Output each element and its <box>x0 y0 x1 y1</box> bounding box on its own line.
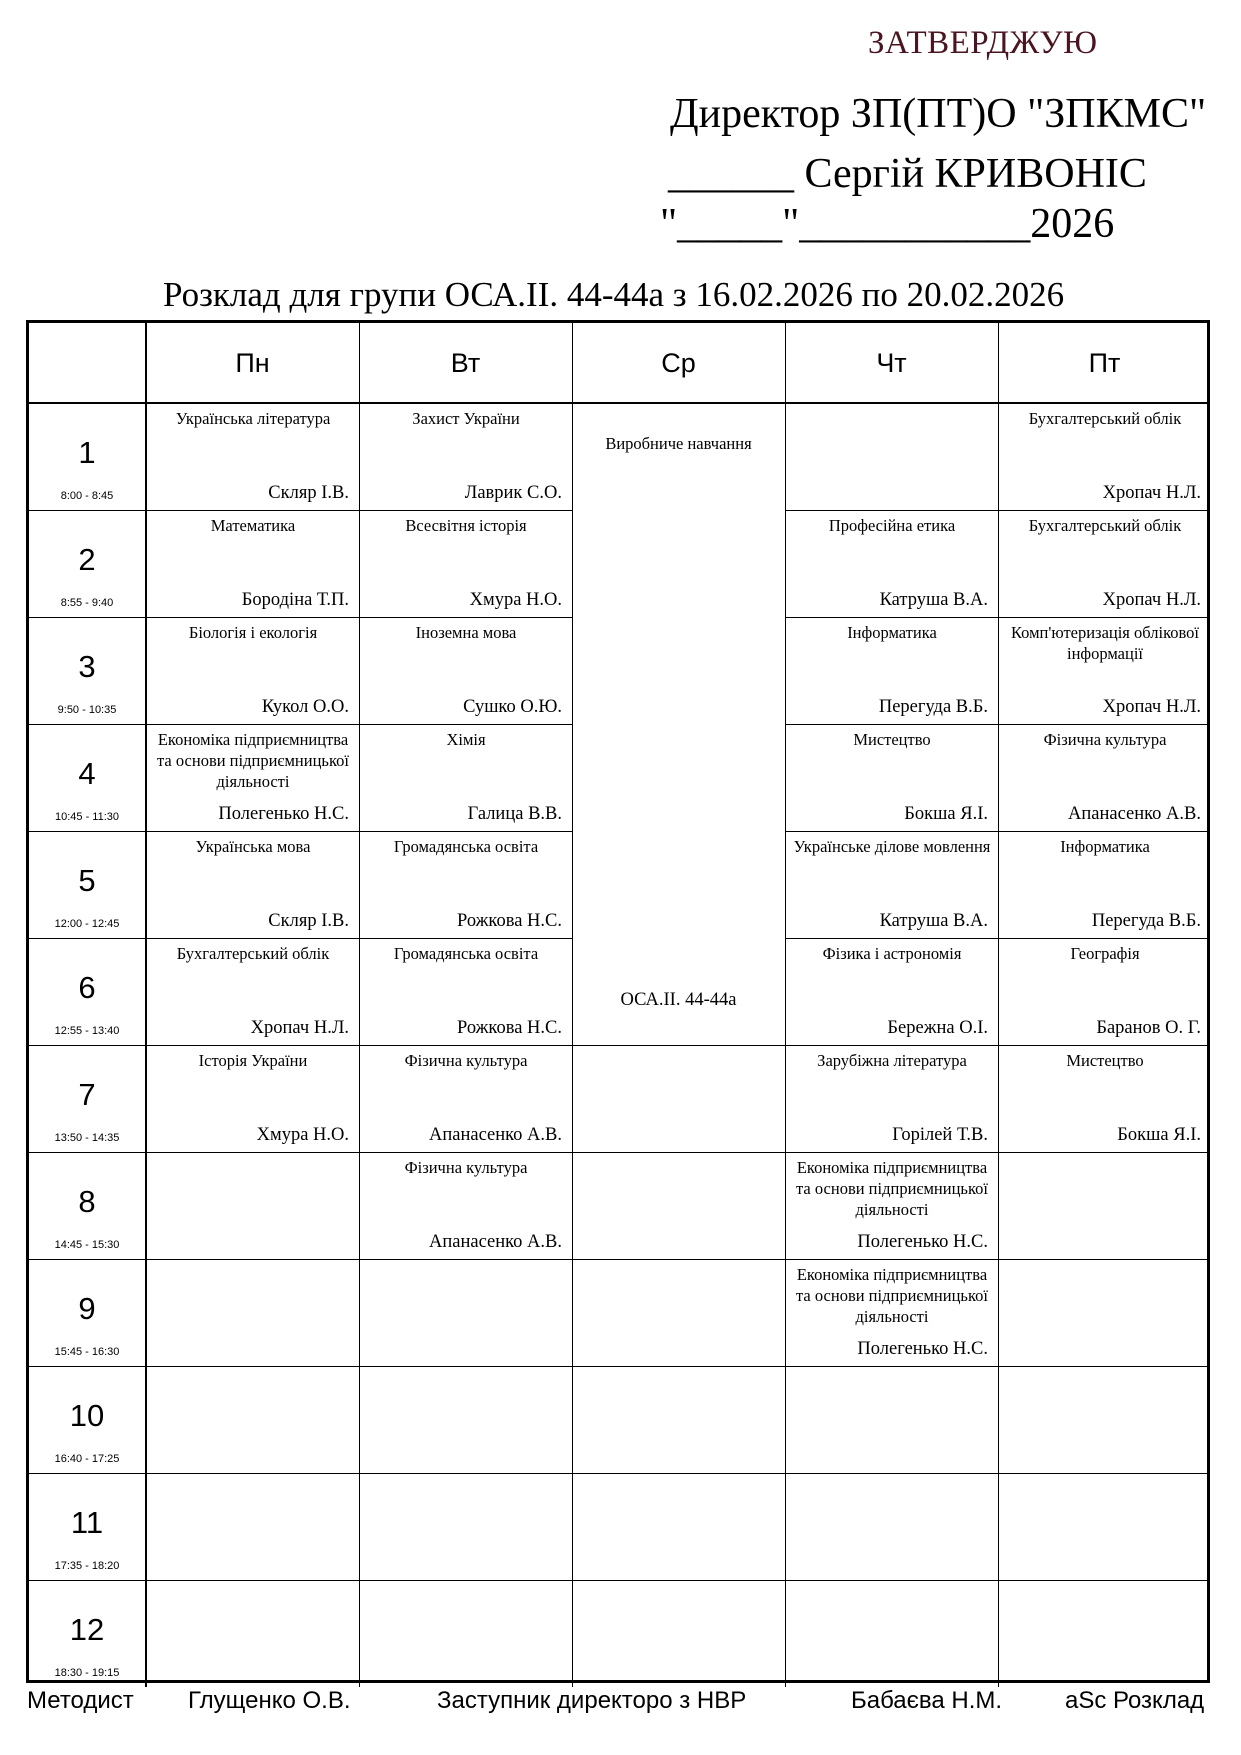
day-header: Чт <box>876 347 907 378</box>
lesson-teacher: Баранов О. Г. <box>1096 1018 1201 1038</box>
lesson-subject: Бухгалтерський облік <box>1028 516 1182 535</box>
day-header: Ср <box>661 347 696 378</box>
period-time: 17:35 - 18:20 <box>54 1560 120 1572</box>
period-number: 5 <box>78 863 96 898</box>
lesson-subject: Бухгалтерський облік <box>176 944 330 963</box>
lesson-teacher: Лаврик С.О. <box>464 483 562 503</box>
lesson-cell <box>360 1153 572 1259</box>
day-header: Пн <box>235 347 270 378</box>
period-time: 8:55 - 9:40 <box>60 597 114 609</box>
footer-methodist-name: Глущенко О.В. <box>188 1687 351 1714</box>
lesson-cell <box>786 511 998 617</box>
lesson-subject: Мистецтво <box>853 730 931 749</box>
lesson-subject: Географія <box>1070 944 1140 963</box>
approval-signature: ______ Сергій КРИВОНІС <box>668 151 1147 197</box>
lesson-teacher: Полегенько Н.С. <box>218 804 349 824</box>
lesson-cell <box>999 618 1211 724</box>
lesson-teacher: Полегенько Н.С. <box>857 1232 988 1252</box>
lesson-subject: Всесвітня історія <box>405 516 527 535</box>
lesson-subject: Українська мова <box>195 837 311 856</box>
lesson-subject: Економіка підприємництва та основи підприємницької діяльності <box>157 730 349 791</box>
row-divider <box>29 1580 1207 1581</box>
period-number: 11 <box>70 1505 104 1540</box>
schedule-table <box>26 320 1210 1683</box>
lesson-cell <box>360 1046 572 1152</box>
approval-director: Директор ЗП(ПТ)О "ЗПКМС" <box>670 91 1207 137</box>
lesson-cell <box>786 939 998 1045</box>
lesson-teacher: Перегуда В.Б. <box>878 697 988 717</box>
period-number: 10 <box>69 1398 105 1433</box>
lesson-cell <box>999 404 1211 510</box>
lesson-teacher: Хропач Н.Л. <box>1102 590 1201 610</box>
lesson-subject: Громадянська освіта <box>393 837 539 856</box>
lesson-cell <box>786 618 998 724</box>
footer-deputy-name: Бабаєва Н.М. <box>851 1687 1003 1714</box>
approval-title: ЗАТВЕРДЖУЮ <box>868 25 1098 61</box>
lesson-teacher: Кукол О.О. <box>261 697 349 717</box>
lesson-subject: Фізична культура <box>1043 730 1167 749</box>
lesson-subject: Комп'ютеризація облікової інформації <box>1010 623 1200 663</box>
lesson-teacher: Перегуда В.Б. <box>1091 911 1201 931</box>
period-time: 18:30 - 19:15 <box>54 1667 120 1679</box>
period-time: 13:50 - 14:35 <box>54 1132 120 1144</box>
merged-cell <box>573 404 785 1045</box>
lesson-teacher: Полегенько Н.С. <box>857 1339 988 1359</box>
lesson-teacher: Катруша В.А. <box>879 590 988 610</box>
lesson-cell <box>147 832 359 938</box>
period-time: 12:00 - 12:45 <box>54 918 120 930</box>
lesson-cell <box>786 1046 998 1152</box>
period-time: 16:40 - 17:25 <box>54 1453 120 1465</box>
footer-deputy-label: Заступник директоро з НВР <box>437 1687 747 1714</box>
lesson-cell <box>360 618 572 724</box>
period-number: 7 <box>78 1077 96 1112</box>
lesson-subject: Зарубіжна література <box>817 1051 967 1070</box>
period-number: 4 <box>78 756 96 791</box>
lesson-subject: Професійна етика <box>828 516 956 535</box>
lesson-cell <box>147 939 359 1045</box>
lesson-cell <box>999 511 1211 617</box>
lesson-teacher: Хропач Н.Л. <box>1102 697 1201 717</box>
lesson-subject: Економіка підприємництва та основи підприємницької діяльності <box>796 1158 988 1219</box>
lesson-cell <box>999 832 1211 938</box>
lesson-teacher: Хмура Н.О. <box>256 1125 349 1145</box>
day-header: Вт <box>450 347 481 378</box>
lesson-cell <box>999 939 1211 1045</box>
period-time: 9:50 - 10:35 <box>57 704 117 716</box>
lesson-cell <box>999 725 1211 831</box>
lesson-cell <box>360 404 572 510</box>
period-number: 3 <box>78 649 96 684</box>
lesson-cell <box>360 725 572 831</box>
lesson-subject: Інформатика <box>1060 837 1150 856</box>
lesson-teacher: Горілей Т.В. <box>892 1125 988 1145</box>
row-divider <box>29 1152 1207 1153</box>
lesson-teacher: Бережна О.І. <box>887 1018 988 1038</box>
lesson-cell <box>786 725 998 831</box>
lesson-subject: Фізична культура <box>404 1051 528 1070</box>
lesson-subject: Бухгалтерський облік <box>1028 409 1182 428</box>
period-time: 8:00 - 8:45 <box>60 490 114 502</box>
lesson-cell <box>786 1153 998 1259</box>
period-time: 14:45 - 15:30 <box>54 1239 120 1251</box>
lesson-subject: Захист України <box>412 409 520 428</box>
lesson-cell <box>360 511 572 617</box>
lesson-subject: Громадянська освіта <box>393 944 539 963</box>
lesson-cell <box>360 939 572 1045</box>
lesson-teacher: Скляр І.В. <box>268 911 349 931</box>
lesson-cell <box>999 1046 1211 1152</box>
period-number: 12 <box>69 1612 105 1647</box>
period-number: 8 <box>78 1184 96 1219</box>
merged-group: ОСА.ІІ. 44-44а <box>620 990 737 1010</box>
lesson-cell <box>786 1260 998 1366</box>
lesson-subject: Математика <box>210 516 296 535</box>
lesson-teacher: Хропач Н.Л. <box>1102 483 1201 503</box>
period-number: 9 <box>78 1291 96 1326</box>
lesson-cell <box>147 1046 359 1152</box>
row-divider <box>29 1259 1207 1260</box>
footer-software: aSc Розклад <box>1065 1687 1205 1714</box>
lesson-cell <box>147 404 359 510</box>
period-time: 10:45 - 11:30 <box>54 811 119 823</box>
footer-methodist-label: Методист <box>27 1687 134 1714</box>
lesson-subject: Фізична культура <box>404 1158 528 1177</box>
period-number: 2 <box>78 542 96 577</box>
lesson-teacher: Рожкова Н.С. <box>457 911 562 931</box>
lesson-subject: Мистецтво <box>1066 1051 1144 1070</box>
lesson-subject: Історія України <box>198 1051 308 1070</box>
lesson-cell <box>360 832 572 938</box>
lesson-subject: Економіка підприємництва та основи підприємницької діяльності <box>796 1265 988 1326</box>
merged-subject: Виробниче навчання <box>605 434 752 453</box>
lesson-teacher: Бокша Я.І. <box>904 804 988 824</box>
lesson-teacher: Хмура Н.О. <box>469 590 562 610</box>
lesson-subject: Хімія <box>446 730 486 749</box>
period-time: 15:45 - 16:30 <box>54 1346 120 1358</box>
lesson-teacher: Скляр І.В. <box>268 483 349 503</box>
lesson-teacher: Хропач Н.Л. <box>250 1018 349 1038</box>
period-number: 1 <box>78 435 96 470</box>
lesson-cell <box>147 618 359 724</box>
period-number: 6 <box>78 970 96 1005</box>
lesson-teacher: Бородіна Т.П. <box>241 590 349 610</box>
lesson-teacher: Галица В.В. <box>467 804 562 824</box>
period-time: 12:55 - 13:40 <box>54 1025 120 1037</box>
lesson-teacher: Катруша В.А. <box>879 911 988 931</box>
lesson-teacher: Апанасенко А.В. <box>428 1232 562 1252</box>
lesson-teacher: Сушко О.Ю. <box>463 697 562 717</box>
lesson-teacher: Бокша Я.І. <box>1117 1125 1201 1145</box>
row-divider <box>29 1366 1207 1367</box>
lesson-subject: Іноземна мова <box>415 623 517 642</box>
day-header: Пт <box>1088 347 1121 378</box>
schedule-title: Розклад для групи ОСА.ІІ. 44-44а з 16.02.2026 по 20.02.2026 <box>163 275 1065 314</box>
approval-date: "_____"___________2026 <box>660 201 1115 247</box>
lesson-cell <box>786 832 998 938</box>
row-divider <box>29 1473 1207 1474</box>
lesson-cell <box>147 511 359 617</box>
lesson-teacher: Апанасенко А.В. <box>1067 804 1201 824</box>
lesson-subject: Фізика і астрономія <box>822 944 962 963</box>
lesson-subject: Біологія і екологія <box>188 623 318 642</box>
lesson-subject: Українське ділове мовлення <box>793 837 991 856</box>
lesson-cell <box>147 725 359 831</box>
lesson-teacher: Апанасенко А.В. <box>428 1125 562 1145</box>
lesson-subject: Інформатика <box>847 623 937 642</box>
lesson-subject: Українська література <box>175 409 331 428</box>
lesson-teacher: Рожкова Н.С. <box>457 1018 562 1038</box>
